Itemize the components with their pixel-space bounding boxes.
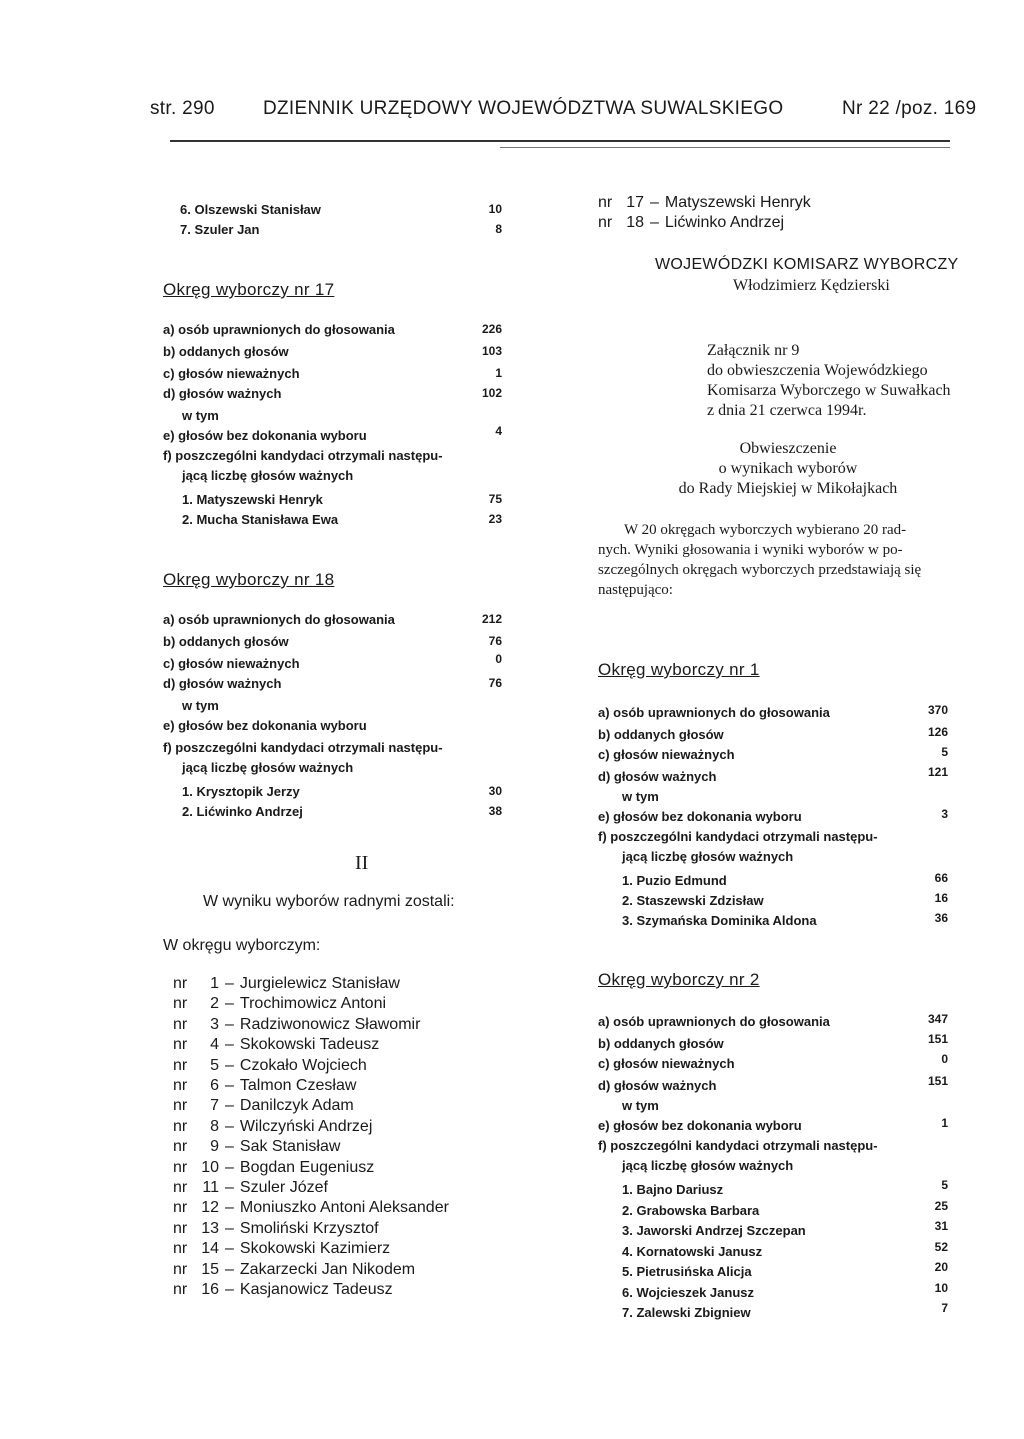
district-number: 15 <box>201 1260 219 1278</box>
candidate-votes: 30 <box>488 784 502 798</box>
label-valid: d) głosów ważnych <box>163 676 282 691</box>
dash: – <box>225 1138 234 1156</box>
candidate-votes: 36 <box>934 911 948 925</box>
dash: – <box>225 1015 234 1033</box>
candidate-votes: 23 <box>488 512 502 526</box>
dash: – <box>225 975 234 992</box>
value-invalid: 5 <box>941 745 948 759</box>
dash: – <box>225 1240 234 1258</box>
value-cast: 126 <box>927 725 948 739</box>
value-invalid: 0 <box>495 652 502 666</box>
dash: – <box>225 1219 234 1237</box>
elected-councillor <box>173 1159 374 1177</box>
district-number: 9 <box>210 1138 219 1156</box>
dash: – <box>225 1056 234 1074</box>
notice-paragraph: następująco: <box>598 582 673 598</box>
councillor-name: Talmon Czesław <box>239 1077 357 1094</box>
label-valid: d) głosów ważnych <box>598 1078 717 1093</box>
value-cast: 76 <box>488 634 502 648</box>
nr-label: nr <box>173 1179 188 1196</box>
nr-label: nr <box>598 214 613 231</box>
councillor-name: Lićwinko Andrzej <box>664 214 785 231</box>
label-eligible: a) osób uprawnionych do głosowania <box>598 705 830 720</box>
commissioner-name: Włodzimierz Kędzierski <box>733 277 890 294</box>
label-including: w tym <box>622 789 659 804</box>
elected-councillor <box>173 1118 372 1136</box>
district-number: 17 <box>626 194 644 211</box>
councillor-name: Sak Stanisław <box>239 1138 341 1156</box>
notice-paragraph: W 20 okręgach wyborczych wybierano 20 rad- <box>624 522 907 538</box>
notice-title: Obwieszczenie <box>739 440 837 457</box>
district-number: 7 <box>210 1097 219 1115</box>
candidate-row: 1. Puzio Edmund <box>622 873 727 888</box>
councillor-name: Danilczyk Adam <box>239 1097 354 1115</box>
district-number: 11 <box>202 1179 219 1196</box>
candidate-row: 7. Zalewski Zbigniew <box>622 1305 751 1320</box>
district-number: 5 <box>210 1056 219 1074</box>
councillor-name: Moniuszko Antoni Aleksander <box>239 1199 449 1217</box>
candidate-row: 4. Kornatowski Janusz <box>622 1243 763 1259</box>
elected-councillor <box>173 1199 449 1217</box>
elected-councillor <box>173 1097 354 1115</box>
elected-councillor <box>173 995 386 1013</box>
elected-councillor <box>173 975 400 993</box>
dash: – <box>225 1260 234 1278</box>
page-number: str. 290 <box>150 98 215 119</box>
annex-line: Komisarza Wyborczego w Suwałkach <box>707 382 951 399</box>
candidate-row: 1. Matyszewski Henryk <box>182 492 323 507</box>
nr-label: nr <box>173 1260 188 1278</box>
councillor-name: Matyszewski Henryk <box>664 194 811 211</box>
nr-label: nr <box>598 194 613 211</box>
label-invalid: c) głosów nieważnych <box>163 656 300 671</box>
candidate-row: 6. Wojcieszek Janusz <box>622 1284 754 1300</box>
value-eligible: 370 <box>927 703 948 717</box>
nr-label: nr <box>173 1036 188 1054</box>
district-number: 10 <box>201 1158 219 1176</box>
dash: – <box>225 1281 234 1298</box>
district-number: 2 <box>210 995 219 1013</box>
value-no-choice: 4 <box>495 424 502 438</box>
elected-councillor <box>598 194 811 212</box>
candidate-votes: 5 <box>941 1178 948 1192</box>
dash: – <box>650 194 659 211</box>
label-candidates: f) poszczególni kandydaci otrzymali następu- <box>598 829 878 844</box>
value-valid: 121 <box>927 765 948 779</box>
elected-councillor <box>173 1138 340 1156</box>
dash: – <box>225 995 234 1013</box>
dash: – <box>225 1117 234 1135</box>
value-eligible: 226 <box>481 322 502 336</box>
candidate-votes: 20 <box>934 1260 948 1274</box>
elected-councillor <box>173 1036 379 1054</box>
header-rule <box>170 140 950 142</box>
councillor-name: Radziwonowicz Sławomir <box>239 1015 421 1033</box>
label-no-choice: e) głosów bez dokonania wyboru <box>598 809 802 824</box>
nr-label: nr <box>173 1219 188 1237</box>
candidate-votes: 66 <box>934 871 948 885</box>
label-eligible: a) osób uprawnionych do głosowania <box>598 1014 830 1029</box>
label-invalid: c) głosów nieważnych <box>163 366 300 381</box>
district-18-title: Okręg wyborczy nr 18 <box>163 570 335 589</box>
nr-label: nr <box>173 1117 188 1135</box>
councillor-name: Zakarzecki Jan Nikodem <box>239 1260 416 1278</box>
notice-paragraph: nych. Wyniki głosowania i wyniki wyborów w po- <box>598 542 903 558</box>
councillor-name: Smoliński Krzysztof <box>239 1219 379 1237</box>
elected-councillor <box>173 1179 328 1197</box>
label-valid: d) głosów ważnych <box>163 386 282 401</box>
annex-number: Załącznik nr 9 <box>707 342 800 359</box>
councillor-name: Szuler Józef <box>239 1179 328 1196</box>
councillor-name: Jurgielewicz Stanisław <box>239 975 400 992</box>
councillor-name: Wilczyński Andrzej <box>239 1117 373 1135</box>
list-item: 7. Szuler Jan <box>180 222 260 237</box>
dash: – <box>225 1097 234 1115</box>
issue-number: Nr 22 /poz. 169 <box>842 98 977 119</box>
label-cast: b) oddanych głosów <box>598 727 724 742</box>
district-17-title: Okręg wyborczy nr 17 <box>163 280 335 299</box>
label-including: w tym <box>182 408 219 423</box>
elected-councillor <box>173 1057 367 1075</box>
label-candidates-cont: jącą liczbę głosów ważnych <box>182 760 354 775</box>
label-no-choice: e) głosów bez dokonania wyboru <box>598 1118 802 1133</box>
district-number: 3 <box>210 1015 219 1033</box>
label-including: w tym <box>622 1098 659 1113</box>
elected-councillor <box>173 1220 379 1238</box>
label-no-choice: e) głosów bez dokonania wyboru <box>163 428 367 443</box>
notice-subtitle: o wynikach wyborów <box>718 460 858 477</box>
nr-label: nr <box>173 1281 188 1298</box>
candidate-row: 2. Staszewski Zdzisław <box>622 893 764 908</box>
label-including: w tym <box>182 698 219 713</box>
label-candidates: f) poszczególni kandydaci otrzymali następu- <box>598 1138 878 1153</box>
candidate-row: 3. Jaworski Andrzej Szczepan <box>622 1223 806 1238</box>
candidate-votes: 10 <box>934 1280 948 1295</box>
label-cast: b) oddanych głosów <box>163 344 289 359</box>
header-rule-secondary <box>500 147 950 148</box>
annex-date: z dnia 21 czerwca 1994r. <box>707 402 867 419</box>
district-number: 13 <box>201 1219 219 1237</box>
notice-council: do Rady Miejskiej w Mikołajkach <box>678 480 898 497</box>
councillor-name: Kasjanowicz Tadeusz <box>239 1281 393 1298</box>
candidate-row: 2. Lićwinko Andrzej <box>182 804 303 819</box>
nr-label: nr <box>173 1097 188 1115</box>
candidate-votes: 7 <box>941 1301 948 1315</box>
district-number: 12 <box>201 1199 219 1217</box>
label-valid: d) głosów ważnych <box>598 769 717 784</box>
councillor-name: Bogdan Eugeniusz <box>239 1158 375 1176</box>
district-1-title: Okręg wyborczy nr 1 <box>598 660 760 679</box>
candidate-votes: 75 <box>488 492 502 506</box>
dash: – <box>225 1036 234 1054</box>
label-candidates-cont: jącą liczbę głosów ważnych <box>622 1158 794 1173</box>
dash: – <box>650 214 659 231</box>
district-number: 18 <box>626 214 644 231</box>
label-invalid: c) głosów nieważnych <box>598 1056 735 1071</box>
value-eligible: 212 <box>481 612 502 626</box>
section-intro: W wyniku wyborów radnymi zostali: <box>203 893 455 910</box>
candidate-row: 2. Grabowska Barbara <box>622 1202 760 1218</box>
candidate-votes: 16 <box>934 891 948 905</box>
candidate-row: 2. Mucha Stanisława Ewa <box>182 512 339 527</box>
district-number: 14 <box>201 1240 219 1258</box>
label-candidates-cont: jącą liczbę głosów ważnych <box>622 849 794 864</box>
label-candidates: f) poszczególni kandydaci otrzymali następu- <box>163 448 443 463</box>
nr-label: nr <box>173 1015 188 1033</box>
commissioner-office: WOJEWÓDZKI KOMISARZ WYBORCZY <box>655 256 959 273</box>
nr-label: nr <box>173 1138 188 1156</box>
candidate-row: 3. Szymańska Dominika Aldona <box>622 913 817 928</box>
value-no-choice: 3 <box>941 807 948 821</box>
label-eligible: a) osób uprawnionych do głosowania <box>163 612 395 627</box>
dash: – <box>225 1179 234 1196</box>
dash: – <box>225 1077 234 1094</box>
councillor-name: Czokało Wojciech <box>239 1056 367 1074</box>
elected-councillor <box>173 1240 390 1258</box>
candidate-votes: 52 <box>934 1239 948 1254</box>
candidate-row: 1. Krysztopik Jerzy <box>182 784 300 799</box>
label-candidates: f) poszczególni kandydaci otrzymali następu- <box>163 740 443 755</box>
elected-councillor <box>173 1281 393 1299</box>
district-number: 6 <box>210 1077 219 1094</box>
value-invalid: 1 <box>495 366 502 380</box>
nr-label: nr <box>173 975 188 992</box>
elected-councillor <box>173 1077 356 1095</box>
elected-councillor <box>173 1261 415 1279</box>
value-valid: 151 <box>927 1074 948 1088</box>
district-number: 8 <box>210 1117 219 1135</box>
candidate-votes: 25 <box>934 1198 948 1213</box>
label-cast: b) oddanych głosów <box>163 634 289 649</box>
value-cast: 103 <box>481 344 502 358</box>
nr-label: nr <box>173 1199 188 1217</box>
vote-count: 8 <box>495 222 502 236</box>
councillor-name: Skokowski Kazimierz <box>239 1240 391 1258</box>
dash: – <box>225 1158 234 1176</box>
district-number: 16 <box>201 1281 219 1298</box>
elected-councillor <box>173 1016 420 1034</box>
councillor-name: Trochimowicz Antoni <box>239 995 387 1013</box>
annex-line: do obwieszczenia Wojewódzkiego <box>707 362 928 379</box>
list-item: 6. Olszewski Stanisław <box>180 202 321 217</box>
value-eligible: 347 <box>927 1012 948 1026</box>
elected-councillor <box>598 214 784 232</box>
nr-label: nr <box>173 995 188 1013</box>
notice-paragraph: szczególnych okręgach wyborczych przedstawiają się <box>598 562 922 578</box>
label-cast: b) oddanych głosów <box>598 1036 724 1051</box>
label-candidates-cont: jącą liczbę głosów ważnych <box>182 468 354 483</box>
section-subhead: W okręgu wyborczym: <box>163 937 321 954</box>
value-no-choice: 1 <box>941 1116 948 1130</box>
nr-label: nr <box>173 1240 188 1258</box>
dash: – <box>225 1199 234 1217</box>
nr-label: nr <box>173 1077 188 1094</box>
councillor-name: Skokowski Tadeusz <box>239 1036 380 1054</box>
value-valid: 102 <box>481 386 502 400</box>
nr-label: nr <box>173 1158 188 1176</box>
district-number: 4 <box>210 1036 219 1054</box>
section-numeral: II <box>355 852 369 874</box>
label-eligible: a) osób uprawnionych do głosowania <box>163 322 395 337</box>
candidate-votes: 31 <box>934 1219 948 1233</box>
candidate-row: 1. Bajno Dariusz <box>622 1182 724 1197</box>
value-invalid: 0 <box>941 1052 948 1066</box>
candidate-row: 5. Pietrusińska Alicja <box>622 1264 752 1279</box>
journal-title: DZIENNIK URZĘDOWY WOJEWÓDZTWA SUWALSKIEGO <box>263 98 784 119</box>
district-2-title: Okręg wyborczy nr 2 <box>598 970 760 989</box>
district-number: 1 <box>210 975 219 992</box>
vote-count: 10 <box>488 202 502 216</box>
label-invalid: c) głosów nieważnych <box>598 747 735 762</box>
label-no-choice: e) głosów bez dokonania wyboru <box>163 718 367 733</box>
value-valid: 76 <box>488 676 502 690</box>
nr-label: nr <box>173 1056 188 1074</box>
candidate-votes: 38 <box>488 804 502 818</box>
value-cast: 151 <box>927 1032 948 1046</box>
